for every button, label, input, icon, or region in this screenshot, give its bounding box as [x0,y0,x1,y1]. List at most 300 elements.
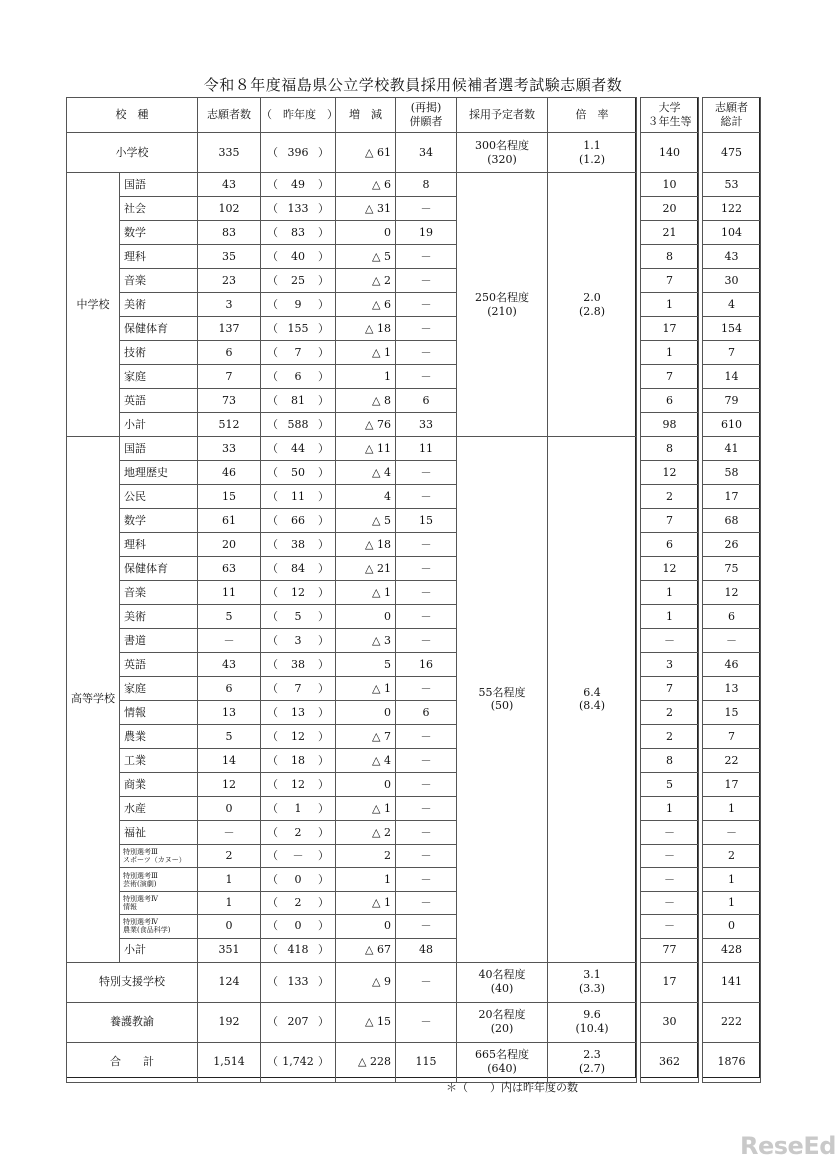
total-cell: 475 [703,133,761,173]
paren-close: ） [318,201,329,215]
prev-year-value: 7 [294,345,302,359]
concurrent-cell: 15 [396,509,457,533]
total-cell: 14 [703,365,761,389]
grand-total-table [702,97,761,1083]
prev-year-value: 1 [294,801,302,815]
total-cell: 17 [703,485,761,509]
paren-close: ） [318,321,329,335]
prev-year-cell [261,197,336,221]
paren-close: ） [318,729,329,743]
univ-cell: 1 [641,605,699,629]
change-cell: △ 8 [336,389,396,413]
change-cell: △ 6 [336,173,396,197]
ratio-cell-prev: (1.2) [578,152,606,166]
concurrent-cell: － [396,749,457,773]
subject-cell: 理科 [120,245,198,269]
change-cell: 0 [336,701,396,725]
prev-year-value: 12 [291,777,305,791]
subject-cell: 国語 [120,173,198,197]
prev-year-cell [261,653,336,677]
concurrent-cell: － [396,365,457,389]
total-cell: 1 [703,797,761,821]
applicants-cell: 61 [198,509,261,533]
paren-open: （ [267,345,278,359]
prev-year-value: 83 [291,225,305,239]
header-change: 増 減 [336,98,396,133]
univ-cell: 2 [641,485,699,509]
paren-open: （ [267,489,278,503]
paren-open: （ [267,1015,278,1029]
concurrent-cell: 6 [396,389,457,413]
univ-cell: 8 [641,437,699,461]
ratio-cell [548,1042,637,1082]
change-cell: △ 31 [336,197,396,221]
total-cell: 7 [703,725,761,749]
nurse-row [67,1002,637,1042]
applicants-cell: 13 [198,701,261,725]
prev-year-cell [261,677,336,701]
change-cell: △ 4 [336,461,396,485]
paren-close: ） [318,489,329,503]
paren-close: ） [318,872,329,886]
prev-year-value: 25 [291,273,305,287]
prev-year-value: 418 [287,943,309,957]
applicants-cell: 5 [198,725,261,749]
total-cell: 12 [703,581,761,605]
change-cell: 5 [336,653,396,677]
subject-cell: 地理歴史 [120,461,198,485]
applicants-cell: 83 [198,221,261,245]
prev-year-cell [261,317,336,341]
applicants-cell: 6 [198,341,261,365]
univ-cell: 21 [641,221,699,245]
prev-year-cell [261,221,336,245]
prev-year-value: 588 [287,417,309,431]
univ-cell: 2 [641,701,699,725]
total-cell: 79 [703,389,761,413]
paren-open: （ [267,849,278,863]
change-cell: △ 5 [336,509,396,533]
paren-open: （ [267,249,278,263]
paren-close: ） [318,753,329,767]
prev-year-cell [261,773,336,797]
total-cell: 22 [703,749,761,773]
total-cell: 1 [703,891,761,914]
paren-close: ） [318,297,329,311]
total-cell: 1 [703,868,761,891]
concurrent-cell: 11 [396,437,457,461]
ratio-cell-value: 9.6 [583,1008,601,1022]
concurrent-cell: － [396,533,457,557]
change-cell: 4 [336,485,396,509]
prev-year-value: 12 [291,585,305,599]
change-cell: △ 2 [336,821,396,845]
prev-year-cell [261,845,336,868]
change-cell: △ 7 [336,725,396,749]
change-cell: △ 1 [336,341,396,365]
paren-open: （ [267,441,278,455]
concurrent-cell: － [396,629,457,653]
total-cell: 104 [703,221,761,245]
prev-year-value: 5 [294,609,302,623]
header-ratio: 倍 率 [548,98,637,133]
paren-open: （ [267,145,278,159]
change-cell: 0 [336,221,396,245]
ratio-cell-value: 2.0 [583,290,601,304]
ratio-cell [548,173,637,437]
planned-cell [457,1002,548,1042]
paren-open: （ [267,561,278,575]
applicants-cell: 11 [198,581,261,605]
univ-cell: 1 [641,293,699,317]
planned-cell-value: 20名程度 [478,1008,526,1022]
prev-year-cell [261,533,336,557]
univ-cell: 1 [641,581,699,605]
paren-open: （ [267,393,278,407]
ratio-cell-prev: (2.7) [578,1062,606,1076]
applicants-cell: 0 [198,797,261,821]
applicants-cell: － [198,629,261,653]
applicants-cell: 12 [198,773,261,797]
planned-cell-prev: (20) [490,1022,514,1036]
prev-year-value: 13 [291,705,305,719]
univ-cell: 7 [641,269,699,293]
paren-open: （ [267,609,278,623]
header-concurrent-prev: 併願者 [409,115,443,128]
prev-year-value: 12 [291,729,305,743]
subject-cell: 保健体育 [120,557,198,581]
header-prev: （ 昨年度 ） [261,98,336,133]
applicants-cell: 23 [198,269,261,293]
total-cell: － [703,821,761,845]
paren-open: （ [267,896,278,910]
applicants-cell: 1,514 [198,1042,261,1082]
header-total-value: 志願者 [715,101,748,115]
change-cell: △ 1 [336,797,396,821]
total-cell: 13 [703,677,761,701]
applicants-cell: 192 [198,1002,261,1042]
univ-cell: 1 [641,797,699,821]
subject-cell: 家庭 [120,365,198,389]
prev-year-value: 0 [294,919,302,933]
univ-cell: 6 [641,389,699,413]
subject-cell: 農業 [120,725,198,749]
prev-year-cell [261,605,336,629]
subject-cell: 社会 [120,197,198,221]
applicants-cell: 2 [198,845,261,868]
univ-cell: 17 [641,317,699,341]
paren-open: （ [267,825,278,839]
total-cell: 610 [703,413,761,437]
total-cell: 43 [703,245,761,269]
school-type-label: 中学校 [67,173,120,437]
subject-line-2: 芸術(演劇) [123,879,157,888]
planned-cell-value: 300名程度 [475,138,529,152]
table-row [67,437,637,461]
paren-open: （ [267,585,278,599]
univ-cell: 8 [641,749,699,773]
paren-open: （ [267,872,278,886]
paren-close: ） [318,225,329,239]
subject-cell: 公民 [120,485,198,509]
header-school-type: 校 種 [67,98,198,133]
planned-cell [457,133,548,173]
paren-close: ） [318,681,329,695]
concurrent-cell: － [396,725,457,749]
applicants-cell: 63 [198,557,261,581]
subject-cell: 数学 [120,221,198,245]
paren-open: （ [267,465,278,479]
prev-year-value: 133 [287,201,309,215]
univ-cell: 7 [641,677,699,701]
concurrent-cell: 48 [396,938,457,962]
planned-cell-prev: (640) [487,1062,517,1076]
header-univ [641,98,699,133]
prev-year-value: 66 [291,513,305,527]
total-cell: 15 [703,701,761,725]
prev-year-value: 49 [291,177,305,191]
paren-open: （ [267,513,278,527]
subject-cell: 英語 [120,389,198,413]
paren-close: ） [318,705,329,719]
paren-open: （ [267,297,278,311]
page-title: 令和８年度福島県公立学校教員採用候補者選考試験志願者数 [203,76,623,94]
planned-cell-value: 40名程度 [478,968,526,982]
header-univ-value: 大学 [658,101,681,115]
change-cell: △ 11 [336,437,396,461]
paren-close: ） [318,1055,329,1069]
univ-cell: 6 [641,533,699,557]
total-cell: － [703,629,761,653]
univ-cell: 30 [641,1002,699,1042]
applicants-cell: 124 [198,962,261,1002]
paren-close: ） [318,975,329,989]
paren-close: ） [318,825,329,839]
paren-open: （ [267,801,278,815]
change-cell: 1 [336,868,396,891]
paren-close: ） [318,393,329,407]
concurrent-cell: － [396,845,457,868]
change-cell: △ 1 [336,581,396,605]
concurrent-cell: 16 [396,653,457,677]
prev-year-value: 1,742 [282,1055,314,1069]
prev-year-cell [261,821,336,845]
header-concurrent [396,98,457,133]
subject-cell: 水産 [120,797,198,821]
prev-year-cell [261,1002,336,1042]
change-cell: 2 [336,845,396,868]
total-cell: 26 [703,533,761,557]
concurrent-cell: － [396,341,457,365]
concurrent-cell: 115 [396,1042,457,1082]
applicants-cell: 35 [198,245,261,269]
prev-year-value: 81 [291,393,305,407]
paren-open: （ [267,177,278,191]
total-cell: 2 [703,845,761,868]
ratio-cell [548,1002,637,1042]
concurrent-cell: － [396,891,457,914]
paren-close: ） [318,465,329,479]
univ-cell: 7 [641,365,699,389]
subject-cell: 音楽 [120,581,198,605]
paren-open: （ [267,729,278,743]
paren-open: （ [267,273,278,287]
subject-cell: 技術 [120,341,198,365]
concurrent-cell: － [396,962,457,1002]
univ-cell: 12 [641,461,699,485]
prev-year-cell [261,173,336,197]
subject-cell: 小計 [120,413,198,437]
paren-close: ） [318,145,329,159]
subject-cell: 美術 [120,605,198,629]
univ-cell: 140 [641,133,699,173]
prev-year-value: 7 [294,681,302,695]
concurrent-cell: － [396,868,457,891]
prev-year-value: 2 [294,825,302,839]
applicants-cell: 512 [198,413,261,437]
concurrent-cell: 6 [396,701,457,725]
concurrent-cell: － [396,1002,457,1042]
ratio-cell-value: 6.4 [583,685,601,699]
prev-year-cell [261,269,336,293]
planned-cell [457,173,548,437]
change-cell: △ 5 [336,245,396,269]
paren-close: ） [318,585,329,599]
applicants-cell: 6 [198,677,261,701]
univ-cell: － [641,915,699,938]
univ-cell: － [641,868,699,891]
paren-close: ） [318,345,329,359]
header-applicants: 志願者数 [198,98,261,133]
prev-year-cell [261,629,336,653]
paren-close: ） [318,441,329,455]
prev-year-cell [261,725,336,749]
planned-cell-value: 665名程度 [475,1048,529,1062]
planned-cell-prev: (40) [490,982,514,996]
planned-cell-prev: (210) [487,304,517,318]
prev-year-cell [261,797,336,821]
change-cell: △ 18 [336,317,396,341]
total-cell: 58 [703,461,761,485]
ratio-cell-prev: (10.4) [575,1022,609,1036]
total-cell: 53 [703,173,761,197]
subject-cell: 音楽 [120,269,198,293]
total-cell: 428 [703,938,761,962]
applicants-cell: 20 [198,533,261,557]
prev-year-cell [261,293,336,317]
univ-cell: － [641,845,699,868]
univ-cell: 7 [641,509,699,533]
paren-open: （ [267,943,278,957]
paren-close: ） [318,943,329,957]
prev-year-cell [261,413,336,437]
ratio-cell-value: 2.3 [583,1048,601,1062]
paren-close: ） [318,633,329,647]
prev-year-value: 207 [287,1015,309,1029]
subject-cell: 英語 [120,653,198,677]
univ-cell: 2 [641,725,699,749]
special-row [67,962,637,1002]
watermark-logo: ReseEd [740,1132,836,1160]
change-cell: △ 67 [336,938,396,962]
subject-line-1: 特別選考Ⅳ [123,918,158,927]
applicants-cell: 73 [198,389,261,413]
change-cell: 0 [336,915,396,938]
subject-cell: 書道 [120,629,198,653]
prev-year-value: 9 [294,297,302,311]
ratio-cell [548,962,637,1002]
prev-year-cell [261,341,336,365]
prev-year-value: 44 [291,441,305,455]
applicants-cell: 46 [198,461,261,485]
change-cell: △ 76 [336,413,396,437]
prev-year-value: 40 [291,249,305,263]
prev-year-cell [261,1042,336,1082]
prev-year-cell [261,891,336,914]
subject-cell: 美術 [120,293,198,317]
concurrent-cell: － [396,605,457,629]
prev-year-value: 38 [291,537,305,551]
total-cell: 68 [703,509,761,533]
applicants-cell: 335 [198,133,261,173]
paren-open: （ [267,753,278,767]
concurrent-cell: － [396,461,457,485]
change-cell: 1 [336,365,396,389]
paren-open: （ [267,919,278,933]
paren-close: ） [318,1015,329,1029]
subject-cell: 工業 [120,749,198,773]
prev-year-cell [261,461,336,485]
paren-close: ） [318,919,329,933]
univ-cell: 98 [641,413,699,437]
subject-cell: 家庭 [120,677,198,701]
header-planned: 採用予定者数 [457,98,548,133]
applicants-cell: 5 [198,605,261,629]
prev-year-cell [261,485,336,509]
total-cell: 141 [703,962,761,1002]
univ-cell: － [641,629,699,653]
paren-open: （ [267,225,278,239]
planned-cell-value: 55名程度 [478,685,526,699]
subject-cell: 商業 [120,773,198,797]
subject-cell [120,868,198,891]
concurrent-cell: － [396,485,457,509]
prev-year-cell [261,509,336,533]
change-cell: 0 [336,605,396,629]
subject-cell: 国語 [120,437,198,461]
change-cell: △ 3 [336,629,396,653]
prev-year-value: 2 [294,896,302,910]
subject-line-2: 情報 [123,902,137,911]
concurrent-cell: － [396,197,457,221]
table-row [67,173,637,197]
subject-cell [120,845,198,868]
univ-cell: 17 [641,962,699,1002]
applicants-cell: 43 [198,653,261,677]
concurrent-cell: － [396,293,457,317]
prev-year-value: 155 [287,321,309,335]
applicants-cell: 7 [198,365,261,389]
ratio-cell-prev: (3.3) [578,982,606,996]
header-concurrent-value: (再掲) [410,101,442,115]
subject-cell [120,915,198,938]
change-cell: △ 21 [336,557,396,581]
total-cell: 6 [703,605,761,629]
ratio-cell-prev: (8.4) [578,699,606,713]
concurrent-cell: － [396,797,457,821]
paren-open: （ [267,777,278,791]
paren-open: （ [267,537,278,551]
